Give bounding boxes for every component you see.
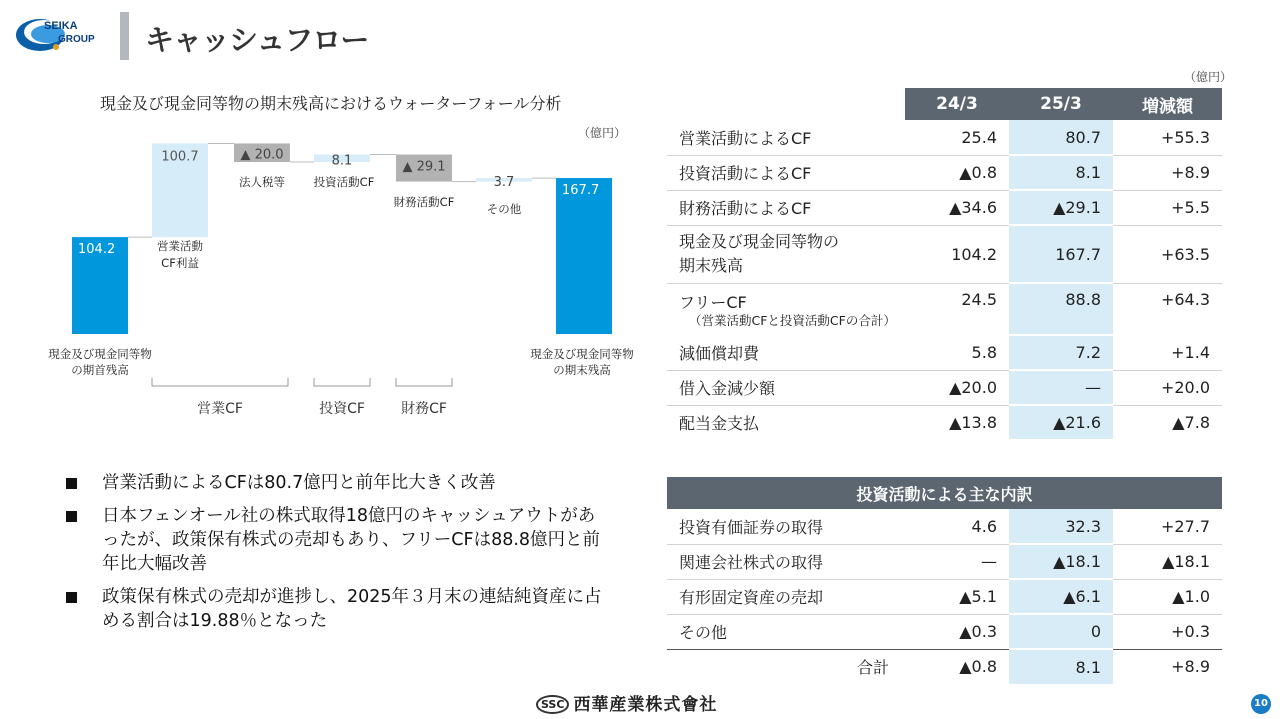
investment-table-header: 投資活動による主な内訳 (667, 477, 1222, 509)
cell-24-3: ▲5.1 (905, 579, 1009, 614)
waterfall-bar (556, 178, 612, 334)
bullet-text: 日本フェンオール社の株式取得18億円のキャッシュアウトがあったが、政策保有株式の売却もあり、フリーCFは88.8億円と前年比大幅改善 (102, 506, 601, 574)
total-change: +8.9 (1113, 649, 1222, 684)
cell-change: ▲18.1 (1113, 544, 1222, 579)
row-label: 借入金減少額 (667, 370, 905, 405)
cell-24-3: — (905, 544, 1009, 579)
logo-text-group: GROUP (58, 34, 95, 45)
row-label-note: （営業活動CFと投資活動CFの合計） (689, 312, 896, 328)
bullet-text: 政策保有株式の売却が進捗し、2025年３月末の連結純資産に占める割合は19.88％となった (102, 587, 602, 631)
cell-25-3: 167.7 (1009, 225, 1113, 283)
category-label: 営業活動 (157, 239, 203, 253)
cell-24-3: ▲34.6 (905, 190, 1009, 225)
total-24-3: ▲0.8 (905, 649, 1009, 684)
table-row (667, 283, 1222, 335)
bullet-item (66, 504, 606, 576)
cell-change: ▲1.0 (1113, 579, 1222, 614)
group-bracket (314, 378, 370, 386)
chart-title: 現金及び現金同等物の期末残高におけるウォーターフォール分析 (100, 94, 562, 113)
row-label-line1: 現金及び現金同等物の (679, 232, 840, 251)
cell-change: +63.5 (1113, 225, 1222, 283)
cell-24-3: ▲13.8 (949, 413, 997, 433)
table-row (667, 544, 1222, 579)
row-label-main: フリーCF (679, 292, 747, 312)
cell-25-3: 32.3 (1009, 509, 1113, 544)
waterfall-chart (0, 135, 660, 425)
table-row (667, 155, 1222, 190)
row-label-line2: 期末残高 (679, 256, 744, 275)
row-label (667, 283, 905, 335)
group-label: 営業CF (197, 401, 243, 417)
cashflow-table (667, 88, 1222, 441)
cell-24-3: 104.2 (905, 225, 1009, 283)
group-label: 投資CF (319, 401, 365, 417)
category-label: 法人税等 (239, 175, 285, 189)
table-row (667, 335, 1222, 370)
footer-company-logo (536, 690, 717, 715)
category-label: その他 (486, 202, 522, 216)
category-label: CF利益 (161, 256, 199, 270)
header-24-3: 24/3 (905, 88, 1009, 120)
chart-unit: （億円） (578, 126, 627, 140)
data-label: ▲ 29.1 (402, 159, 446, 175)
cell-25-3: 0 (1009, 614, 1113, 649)
cell-change: +5.5 (1113, 190, 1222, 225)
bullet-item (66, 585, 606, 633)
row-label (667, 225, 905, 283)
group-label: 財務CF (401, 401, 447, 417)
table-row (667, 509, 1222, 544)
group-bracket (152, 378, 288, 386)
cell-change: +8.9 (1113, 155, 1222, 190)
ssc-mark-icon: SSC (536, 695, 569, 714)
bullet-list (66, 471, 606, 642)
bullet-square-icon (66, 592, 77, 603)
cell-change: +55.3 (1113, 120, 1222, 155)
cell-change: ▲7.8 (1172, 413, 1210, 433)
data-label: 100.7 (161, 149, 199, 165)
bullet-item (66, 471, 606, 495)
data-label: 167.7 (562, 183, 600, 199)
data-label: 8.1 (331, 153, 353, 169)
total-label: 合計 (667, 649, 905, 684)
cell-24-3: ▲0.3 (959, 622, 997, 641)
category-label: の期首残高 (71, 363, 129, 377)
company-logo (14, 10, 106, 60)
cell-25-3: 88.8 (1009, 283, 1113, 335)
cell-25-3: 8.1 (1009, 155, 1113, 190)
table-row (667, 225, 1222, 283)
header-25-3: 25/3 (1009, 88, 1113, 120)
table-row (667, 120, 1222, 155)
table-row (667, 579, 1222, 614)
row-label: 投資有価証券の取得 (667, 509, 905, 544)
page-title: キャッシュフロー (145, 23, 369, 57)
header-blank (667, 88, 905, 120)
data-label: 3.7 (493, 175, 515, 191)
cell-24-3: 5.8 (905, 335, 1009, 370)
table-total-row (667, 649, 1222, 684)
data-label: 104.2 (78, 242, 116, 258)
cell-25-3: — (1009, 370, 1113, 405)
category-label: 財務活動CF (393, 195, 455, 209)
table-row (667, 405, 1222, 440)
category-label: 投資活動CF (313, 175, 375, 189)
page-number: 10 (1251, 694, 1271, 714)
cell-change: +0.3 (1171, 622, 1210, 641)
cell-25-3: ▲29.1 (1009, 190, 1113, 225)
group-bracket (396, 378, 452, 386)
cell-24-3: 24.5 (961, 289, 997, 309)
cell-25-3: ▲18.1 (1009, 544, 1113, 579)
category-label: の期末残高 (553, 363, 611, 377)
cell-change: +1.4 (1113, 335, 1222, 370)
investment-breakdown-table (667, 477, 1222, 684)
category-label: 現金及び現金同等物 (48, 347, 152, 361)
row-label: 投資活動によるCF (667, 155, 905, 190)
row-label: 有形固定資産の売却 (667, 579, 905, 614)
cell-24-3: 4.6 (905, 509, 1009, 544)
cell-25-3: 80.7 (1009, 120, 1113, 155)
title-accent-bar (120, 12, 129, 60)
bullet-square-icon (66, 511, 77, 522)
table-row (667, 614, 1222, 649)
category-label: 現金及び現金同等物 (530, 347, 634, 361)
logo-text-seika: SEIKA (44, 20, 78, 32)
table-row (667, 370, 1222, 405)
cell-24-3: 25.4 (905, 120, 1009, 155)
row-label: 配当金支払 (679, 414, 760, 434)
bullet-square-icon (66, 478, 77, 489)
table-row (667, 190, 1222, 225)
header-change: 増減額 (1113, 88, 1222, 120)
cell-24-3: ▲0.8 (905, 155, 1009, 190)
bullet-text: 営業活動によるCFは80.7億円と前年比大きく改善 (102, 473, 496, 493)
cell-25-3: 7.2 (1009, 335, 1113, 370)
cell-change: +64.3 (1160, 289, 1210, 309)
row-label: 減価償却費 (667, 335, 905, 370)
cf-table-unit: （億円） (1184, 70, 1233, 84)
total-25-3: 8.1 (1009, 649, 1113, 684)
row-label: 営業活動によるCF (667, 120, 905, 155)
cell-25-3: ▲21.6 (1009, 405, 1113, 440)
footer-company-name: 西華産業株式會社 (573, 695, 718, 715)
row-label: その他 (679, 623, 728, 642)
cell-change: +20.0 (1113, 370, 1222, 405)
cell-25-3: ▲6.1 (1009, 579, 1113, 614)
data-label: ▲ 20.0 (240, 147, 284, 163)
cell-change: +27.7 (1113, 509, 1222, 544)
row-label: 関連会社株式の取得 (667, 544, 905, 579)
row-label: 財務活動によるCF (667, 190, 905, 225)
cell-24-3: ▲20.0 (905, 370, 1009, 405)
